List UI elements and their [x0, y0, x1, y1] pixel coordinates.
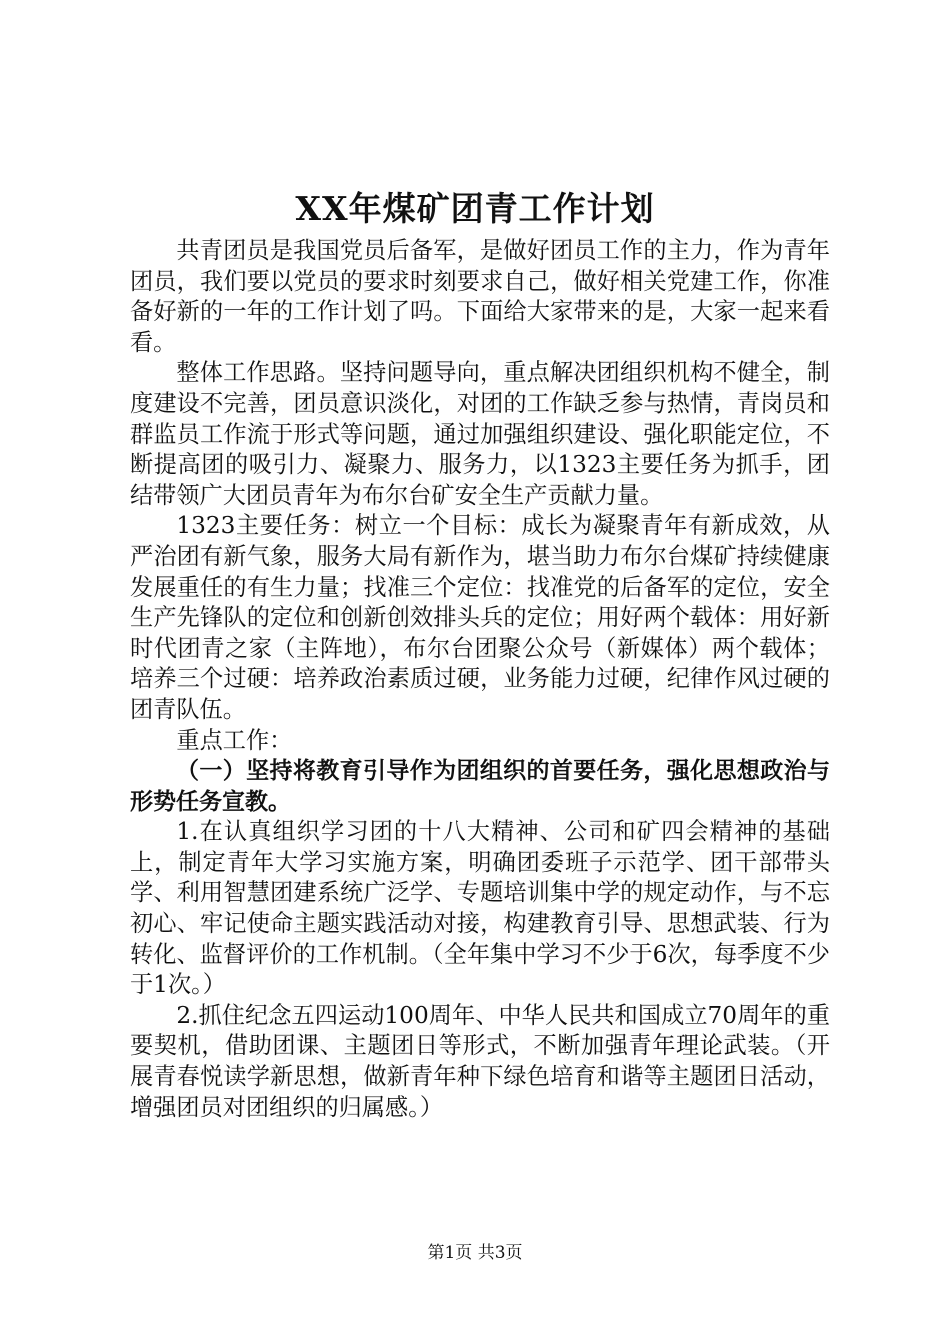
paragraph-item-2: 2.抓住纪念五四运动100周年、中华人民共和国成立70周年的重要契机，借助团课、主题团日等形式，不断加强青年理论武装。（开展青春悦读学新思想，做新青年种下绿色培育和谐等主题团日活动，增强团员对团组织的归属感。） — [130, 1001, 830, 1121]
paragraph-intro: 共青团员是我国党员后备军，是做好团员工作的主力，作为青年团员，我们要以党员的要求时刻要求自己，做好相关党建工作，你准备好新的一年的工作计划了吗。下面给大家带来的是，大家一起来看看。 — [130, 237, 830, 356]
paragraph-item-1: 1.在认真组织学习团的十八大精神、公司和矿四会精神的基础上，制定青年大学习实施方案，明确团委班子示范学、团干部带头学、利用智慧团建系统广泛学、专题培训集中学的规定动作，与不忘初心、牢记使命主题实践活动对接，构建教育引导、思想武装、行为转化、监督评价的工作机制。（全年集中学习不少于6次，每季度不少于1次。） — [130, 818, 830, 999]
paragraph-main-tasks: 1323主要任务：树立一个目标：成长为凝聚青年有新成效，从严治团有新气象，服务大局有新作为，堪当助力布尔台煤矿持续健康发展重任的有生力量；找准三个定位：找准党的后备军的定位，安全生产先锋队的定位和创新创效排头兵的定位；用好两个载体：用好新时代团青之家（主阵地），布尔台团聚公众号（新媒体）两个载体；培养三个过硬：培养政治素质过硬，业务能力过硬，纪律作风过硬的团青队伍。 — [130, 512, 830, 723]
document-title: XX年煤矿团青工作计划 — [295, 189, 655, 228]
paragraph-overall-approach: 整体工作思路。坚持问题导向，重点解决团组织机构不健全，制度建设不完善，团员意识淡化，对团的工作缺乏参与热情，青岗员和群监员工作流于形式等问题，通过加强组织建设、强化职能定位，不断提高团的吸引力、凝聚力、服务力，以1323主要任务为抓手，团结带领广大团员青年为布尔台矿安全生产贡献力量。 — [130, 359, 830, 509]
page-footer: 第1页 共3页 — [427, 1243, 523, 1263]
document-body — [130, 236, 830, 1123]
section-heading-1: （一）坚持将教育引导作为团组织的首要任务，强化思想政治与形势任务宣教。 — [130, 758, 830, 815]
paragraph-key-work-label: 重点工作： — [176, 726, 293, 754]
